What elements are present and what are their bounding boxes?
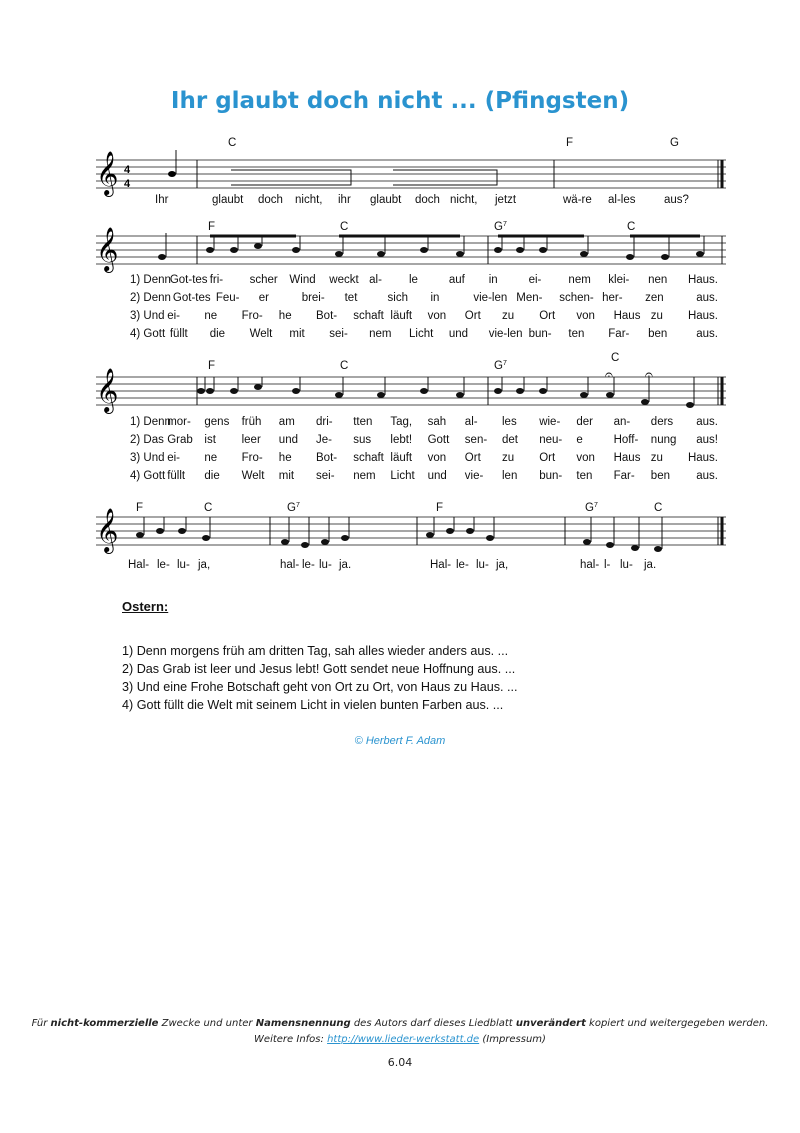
svg-text:lu-: lu- <box>319 559 332 571</box>
note-head <box>377 251 385 257</box>
svg-text:nicht,: nicht, <box>295 194 323 206</box>
svg-text:le-: le- <box>456 559 469 571</box>
svg-text:hal-: hal- <box>580 559 600 571</box>
chord-label: C <box>654 502 663 514</box>
lyric-syllable: e <box>576 434 583 446</box>
lyric-syllable: Je- <box>316 434 332 446</box>
svg-text:ja.: ja. <box>644 559 657 571</box>
lyric-syllable: sus <box>353 434 372 446</box>
lyric-syllable: klei- <box>608 274 630 286</box>
lyric-syllable: ist <box>204 434 216 446</box>
lyric-syllable: Haus. <box>687 274 718 286</box>
treble-clef-icon: 𝄞 <box>96 151 119 195</box>
note-head <box>254 243 262 249</box>
treble-clef-icon: 𝄞 <box>96 368 119 412</box>
note-head <box>539 247 547 253</box>
lyric-syllable: tten <box>353 416 373 428</box>
lyric-syllable: nen <box>648 274 668 286</box>
lyric-syllable: von <box>427 310 447 322</box>
lyric-syllable: füllt <box>169 328 188 340</box>
svg-text:lu-: lu- <box>620 559 633 571</box>
chord-label: F <box>436 502 444 514</box>
chord-label: $G^7$ <box>287 502 300 514</box>
staff-system-3 <box>0 352 800 485</box>
note-head <box>494 247 502 253</box>
info-line: Weitere Infos: http://www.lieder-werkstatt.de (Impressum) <box>254 1034 546 1045</box>
lyric-syllable: Tag, <box>390 416 413 428</box>
lyric-syllable: nem <box>568 274 591 286</box>
lyric-syllable: 4) Gott <box>130 470 166 482</box>
verse-row-4 <box>130 470 718 482</box>
note-head <box>426 532 434 538</box>
lyric-syllable: Welt <box>241 470 265 482</box>
lyric-syllable: 3) Und <box>130 452 165 464</box>
lyric-syllable: gens <box>204 416 230 428</box>
ostern-line: 1) Denn morgens früh am dritten Tag, sah alles wieder anders aus. ... <box>122 644 509 658</box>
lyric-syllable: aus. <box>696 416 718 428</box>
lyric-syllable: 4) Gott <box>130 328 166 340</box>
note-head <box>580 251 588 257</box>
chord-label: $G^7$ <box>494 221 507 233</box>
lyric-syllable: Haus. <box>687 452 718 464</box>
svg-text:hal-: hal- <box>280 559 300 571</box>
lyric-syllable: weckt <box>329 274 359 286</box>
license-line: Für nicht-kommerzielle Zwecke und unter Namensnennung des Autors darf dieses Liedblatt unverändert kopiert und weitergegeben werden. <box>31 1018 769 1029</box>
lyric-syllable: len <box>502 470 518 482</box>
lyric-syllable: nem <box>353 470 376 482</box>
lyric-syllable: neu- <box>539 434 563 446</box>
lyric-syllable: bun- <box>539 470 563 482</box>
note-head <box>626 254 634 260</box>
svg-text:ja,: ja, <box>198 559 211 571</box>
lyric-syllable: Fro- <box>241 452 263 464</box>
lyric-syllable: zu <box>650 310 663 322</box>
svg-text:glaubt: glaubt <box>370 194 402 206</box>
lyric-syllable: her- <box>602 292 623 304</box>
lyric-syllable: tet <box>344 292 358 304</box>
lyric-syllable: aus. <box>696 328 718 340</box>
staff-lines <box>96 160 726 188</box>
song-title: Ihr glaubt doch nicht ... (Pfingsten) <box>170 88 630 114</box>
treble-clef-icon: 𝄞 <box>96 508 119 552</box>
svg-text:ja.: ja. <box>339 559 352 571</box>
note-head <box>539 388 547 394</box>
note-head <box>606 392 614 398</box>
lyric-syllable: und <box>278 434 298 446</box>
note-head <box>516 388 524 394</box>
lyric-syllable: ne <box>204 310 218 322</box>
svg-text:ja,: ja, <box>496 559 509 571</box>
note-head <box>230 247 238 253</box>
note-head <box>197 388 205 394</box>
staff-system-2 <box>0 218 800 348</box>
note-head <box>516 247 524 253</box>
lyric-syllable: zu <box>502 310 515 322</box>
staff-system-1 <box>0 130 800 205</box>
lyric-syllable: ten <box>568 328 585 340</box>
lyric-syllable: zu <box>502 452 515 464</box>
svg-text:le-: le- <box>157 559 170 571</box>
note-head <box>420 247 428 253</box>
lyric-syllable: wie- <box>539 416 561 428</box>
svg-text:jetzt: jetzt <box>495 194 517 206</box>
svg-text:glaubt: glaubt <box>212 194 244 206</box>
svg-text:Ihr: Ihr <box>155 194 169 206</box>
svg-text:4: 4 <box>124 178 131 190</box>
verse-row-2 <box>130 434 718 446</box>
note-head <box>178 528 186 534</box>
chord-label: F <box>566 137 574 149</box>
lyric-syllable: von <box>576 310 595 322</box>
svg-text:al-les: al-les <box>608 194 636 206</box>
lyric-syllable: am <box>278 416 295 428</box>
lyric-syllable: al- <box>464 416 478 428</box>
lyric-syllable: scher <box>249 274 278 286</box>
lyric-syllable: der <box>576 416 594 428</box>
lyric-syllable: zen <box>645 292 664 304</box>
lyric-syllable: Ort <box>539 452 556 464</box>
lyric-syllable: dri- <box>316 416 333 428</box>
lyric-syllable: und <box>427 470 447 482</box>
lyric-syllable: lebt! <box>390 434 413 446</box>
note-head <box>486 535 494 541</box>
lyric-syllable: Far- <box>608 328 630 340</box>
svg-text:ihr: ihr <box>338 194 351 206</box>
lyric-syllable: vie- <box>464 470 484 482</box>
lyric-syllable: 2) Das <box>130 434 164 446</box>
ostern-line: 4) Gott füllt die Welt mit seinem Licht in vielen bunten Farben aus. ... <box>122 698 504 712</box>
lyric-syllable: leer <box>241 434 261 446</box>
note-head <box>136 532 144 538</box>
note-head <box>156 528 164 534</box>
lyric-syllable: 1) Denn <box>130 416 171 428</box>
svg-text:Hal-: Hal- <box>430 559 452 571</box>
lyric-syllable: ben <box>648 328 668 340</box>
note-head <box>583 539 591 545</box>
lyric-syllable: und <box>448 328 469 340</box>
lyric-syllable: mor- <box>167 416 191 428</box>
lyric-syllable: sei- <box>316 470 335 482</box>
lyric-syllable: von <box>576 452 595 464</box>
lyric-syllable: ders <box>650 416 674 428</box>
lyric-syllable: sich <box>387 292 408 304</box>
verse-row-3 <box>130 310 718 322</box>
note-head <box>456 392 464 398</box>
svg-text:doch: doch <box>415 194 440 206</box>
note-head <box>606 542 614 548</box>
lyric-syllable: he <box>278 452 292 464</box>
svg-text:nicht,: nicht, <box>450 194 478 206</box>
lyric-syllable: ei- <box>528 274 542 286</box>
lyric-syllable: les <box>502 416 517 428</box>
note-head <box>456 251 464 257</box>
note-head <box>631 545 639 551</box>
chord-label: $G^7$ <box>585 502 598 514</box>
lyric-syllable: nem <box>369 328 392 340</box>
lyrics-line-1 <box>155 194 689 206</box>
lyric-syllable: schaft <box>353 452 384 464</box>
lyric-syllable: Haus <box>613 310 641 322</box>
note-head <box>292 247 300 253</box>
lyric-syllable: det <box>502 434 518 446</box>
lyric-syllable: Haus <box>613 452 641 464</box>
svg-text:aus?: aus? <box>664 194 689 206</box>
eighth-beams <box>231 170 497 185</box>
chord-label: C <box>340 360 349 372</box>
lyric-syllable: Licht <box>390 470 415 482</box>
lyric-syllable: aus! <box>696 434 718 446</box>
ostern-line: 3) Und eine Frohe Botschaft geht von Ort zu Ort, von Haus zu Haus. ... <box>122 680 518 694</box>
note-head <box>494 388 502 394</box>
lyric-syllable: ben <box>650 470 670 482</box>
ostern-line: 2) Das Grab ist leer und Jesus lebt! Gott sendet neue Hoffnung aus. ... <box>122 662 516 676</box>
lyric-syllable: früh <box>241 416 262 428</box>
lyric-syllable: schen- <box>559 292 594 304</box>
lyric-syllable: ei- <box>167 452 180 464</box>
chord-label: F <box>136 502 144 514</box>
note-head <box>446 528 454 534</box>
chord-label: C <box>340 221 349 233</box>
svg-text:lu-: lu- <box>476 559 489 571</box>
lyric-syllable: nung <box>650 434 677 446</box>
lyric-syllable: 2) Denn <box>130 292 171 304</box>
lyric-syllable: Got-tes <box>172 292 211 304</box>
time-signature: 4 <box>124 164 131 176</box>
lyric-syllable: 3) Und <box>130 310 165 322</box>
lyric-syllable: sah <box>427 416 447 428</box>
lyric-syllable: Grab <box>167 434 193 446</box>
website-link[interactable]: http://www.lieder-werkstatt.de <box>327 1034 480 1045</box>
svg-text:doch: doch <box>258 194 283 206</box>
verse-row-1 <box>130 274 718 286</box>
chord-label: C <box>611 352 620 364</box>
note-head <box>661 254 669 260</box>
svg-text:l-: l- <box>604 559 611 571</box>
note-head <box>420 388 428 394</box>
lyric-syllable: brei- <box>301 292 325 304</box>
svg-text:wä-re: wä-re <box>563 194 592 206</box>
lyric-syllable: die <box>209 328 226 340</box>
lyric-syllable: Ort <box>464 452 481 464</box>
lyric-syllable: sen- <box>464 434 488 446</box>
lyric-syllable: die <box>204 470 220 482</box>
svg-text:Hal-: Hal- <box>128 559 150 571</box>
lyric-syllable: Far- <box>613 470 635 482</box>
lyric-syllable: ten <box>576 470 593 482</box>
note-head <box>254 384 262 390</box>
lyric-syllable: ne <box>204 452 218 464</box>
note-head <box>466 528 474 534</box>
treble-clef-icon: 𝄞 <box>96 227 119 271</box>
note-head <box>341 535 349 541</box>
lyric-syllable: he <box>278 310 292 322</box>
note-head <box>301 542 309 548</box>
lyric-syllable: in <box>430 292 440 304</box>
lyric-syllable: läuft <box>390 310 413 322</box>
chord-label: C <box>204 502 213 514</box>
verse-row-4 <box>130 328 718 340</box>
lyric-syllable: Wind <box>289 274 316 286</box>
lyric-syllable: zu <box>650 452 663 464</box>
lyric-syllable: fri- <box>209 274 224 286</box>
lyric-syllable: mit <box>278 470 295 482</box>
chord-label: $G^7$ <box>494 360 507 372</box>
lyrics-line-halleluja <box>128 559 656 571</box>
ostern-heading: Ostern: <box>122 599 169 614</box>
note-head <box>281 539 289 545</box>
notes <box>168 150 176 177</box>
lyric-syllable: in <box>488 274 498 286</box>
note-head <box>641 399 649 405</box>
note-head <box>335 251 343 257</box>
lyric-syllable: läuft <box>390 452 413 464</box>
chord-label: C <box>627 221 636 233</box>
lyric-syllable: al- <box>369 274 382 286</box>
lyric-syllable: Ort <box>464 310 481 322</box>
note-head <box>202 535 210 541</box>
lyric-syllable: Men- <box>516 292 543 304</box>
chord-label: F <box>208 360 216 372</box>
copyright-notice: © Herbert F. Adam <box>354 735 446 747</box>
note-head <box>206 247 214 253</box>
lyric-syllable: schaft <box>353 310 384 322</box>
chord-label: G <box>670 137 679 149</box>
lyric-syllable: Bot- <box>316 452 338 464</box>
lyric-syllable: Fro- <box>241 310 263 322</box>
chord-label: F <box>208 221 216 233</box>
note-head <box>206 388 214 394</box>
note-head <box>696 251 704 257</box>
fermata-icon: 𝄐 <box>605 366 613 382</box>
lyric-syllable: Feu- <box>215 292 240 304</box>
lyric-syllable: er <box>258 292 270 304</box>
svg-text:lu-: lu- <box>177 559 190 571</box>
note-head <box>335 392 343 398</box>
chord-label: C <box>228 137 237 149</box>
lyric-syllable: Licht <box>409 328 434 340</box>
note-head <box>686 402 694 408</box>
lyric-syllable: ei- <box>167 310 180 322</box>
note-head <box>654 546 662 552</box>
lyric-syllable: Ort <box>539 310 556 322</box>
verse-row-1 <box>130 416 718 428</box>
note-head <box>321 539 329 545</box>
lyric-syllable: vie-len <box>473 292 508 304</box>
verse-row-2 <box>130 292 718 304</box>
note-head <box>377 392 385 398</box>
lyric-syllable: füllt <box>167 470 186 482</box>
lyric-syllable: an- <box>613 416 631 428</box>
lyric-syllable: von <box>427 452 447 464</box>
lyric-syllable: 1) Denn <box>130 274 171 286</box>
fermata-icon: 𝄐 <box>645 366 653 382</box>
lyric-syllable: Gott <box>427 434 450 446</box>
lyric-syllable: vie-len <box>488 328 523 340</box>
lyric-syllable: Hoff- <box>613 434 639 446</box>
lyric-syllable: aus. <box>696 292 718 304</box>
lyric-syllable: auf <box>448 274 465 286</box>
lyric-syllable: sei- <box>329 328 348 340</box>
note-head <box>292 388 300 394</box>
lyric-syllable: Haus. <box>687 310 718 322</box>
note-head <box>230 388 238 394</box>
lyric-syllable: le <box>409 274 418 286</box>
verse-row-3 <box>130 452 718 464</box>
lyric-syllable: Bot- <box>316 310 338 322</box>
ostern-verses <box>122 642 518 714</box>
lyric-syllable: aus. <box>696 470 718 482</box>
lyric-syllable: mit <box>289 328 305 340</box>
svg-text:le-: le- <box>302 559 315 571</box>
lyric-syllable: Welt <box>249 328 273 340</box>
lyric-syllable: bun- <box>528 328 552 340</box>
lyric-syllable: Got-tes <box>169 274 208 286</box>
staff-system-4 <box>0 495 800 575</box>
page-number: 6.04 <box>387 1056 413 1069</box>
note-head <box>580 392 588 398</box>
